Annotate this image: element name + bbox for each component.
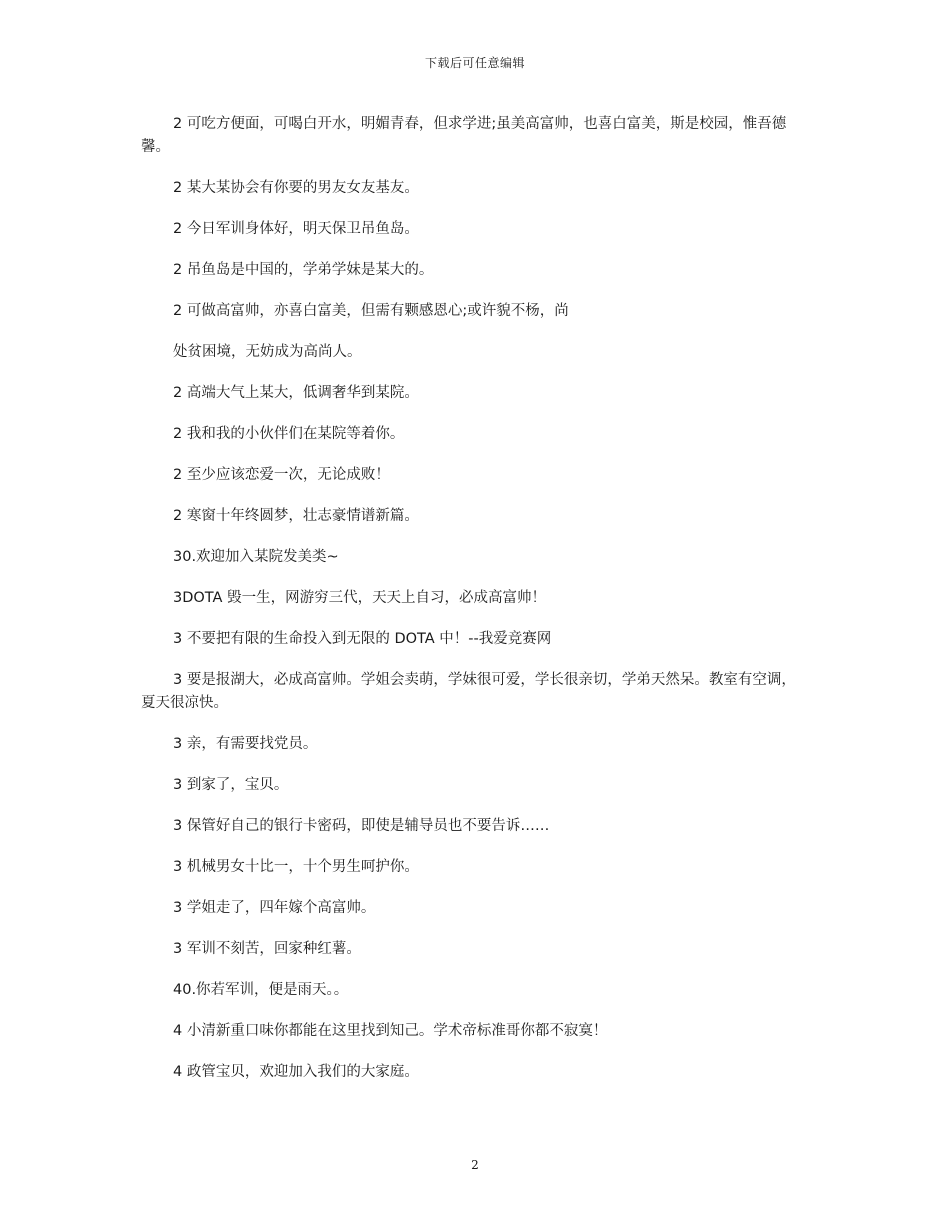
paragraph: 3 军训不刻苦，回家种红薯。 [173, 941, 361, 957]
paragraph: 40.你若军训，便是雨天。。 [173, 982, 349, 998]
paragraph: 4 小清新重口味你都能在这里找到知己。学术帝标准哥你都不寂寞！ [173, 1023, 608, 1039]
paragraph: 2 至少应该恋爱一次，无论成败！ [173, 467, 390, 483]
paragraph: 处贫困境，无妨成为高尚人。 [173, 344, 362, 360]
page-number: 2 [471, 1158, 479, 1172]
paragraph: 3 亲，有需要找党员。 [173, 736, 318, 752]
paragraph: 2 吊鱼岛是中国的，学弟学妹是某大的。 [173, 262, 434, 278]
paragraph: 3 到家了，宝贝。 [173, 777, 289, 793]
paragraph: 2 可吃方便面，可喝白开水，明媚青春，但求学进;虽美高富帅，也喜白富美，斯是校园，惟吾德馨。 [141, 116, 787, 155]
paragraph: 2 我和我的小伙伴们在某院等着你。 [173, 426, 405, 442]
paragraph: 3 保管好自己的银行卡密码，即使是辅导员也不要告诉…… [173, 818, 550, 834]
paragraph: 2 可做高富帅，亦喜白富美，但需有颗感恩心;或许貌不杨，尚 [173, 303, 569, 319]
body-text [141, 113, 809, 1102]
page-header: 下载后可任意编辑 [424, 56, 525, 70]
paragraph: 3 学姐走了，四年嫁个高富帅。 [173, 900, 376, 916]
paragraph: 4 政管宝贝，欢迎加入我们的大家庭。 [173, 1064, 419, 1080]
paragraph: 30.欢迎加入某院发美类~ [173, 549, 339, 565]
paragraph: 3DOTA 毁一生，网游穷三代，天天上自习，必成高富帅！ [173, 590, 547, 606]
paragraph: 3 机械男女十比一，十个男生呵护你。 [173, 859, 419, 875]
paragraph: 2 某大某协会有你要的男友女友基友。 [173, 180, 419, 196]
paragraph: 3 不要把有限的生命投入到无限的 DOTA 中！--我爱竞赛网 [173, 631, 552, 647]
paragraph: 2 高端大气上某大，低调奢华到某院。 [173, 385, 419, 401]
paragraph: 3 要是报湖大，必成高富帅。学姐会卖萌，学妹很可爱，学长很亲切，学弟天然呆。教室有空调，夏天很凉快。 [141, 672, 796, 711]
paragraph: 2 今日军训身体好，明天保卫吊鱼岛。 [173, 221, 419, 237]
paragraph: 2 寒窗十年终圆梦，壮志豪情谱新篇。 [173, 508, 419, 524]
